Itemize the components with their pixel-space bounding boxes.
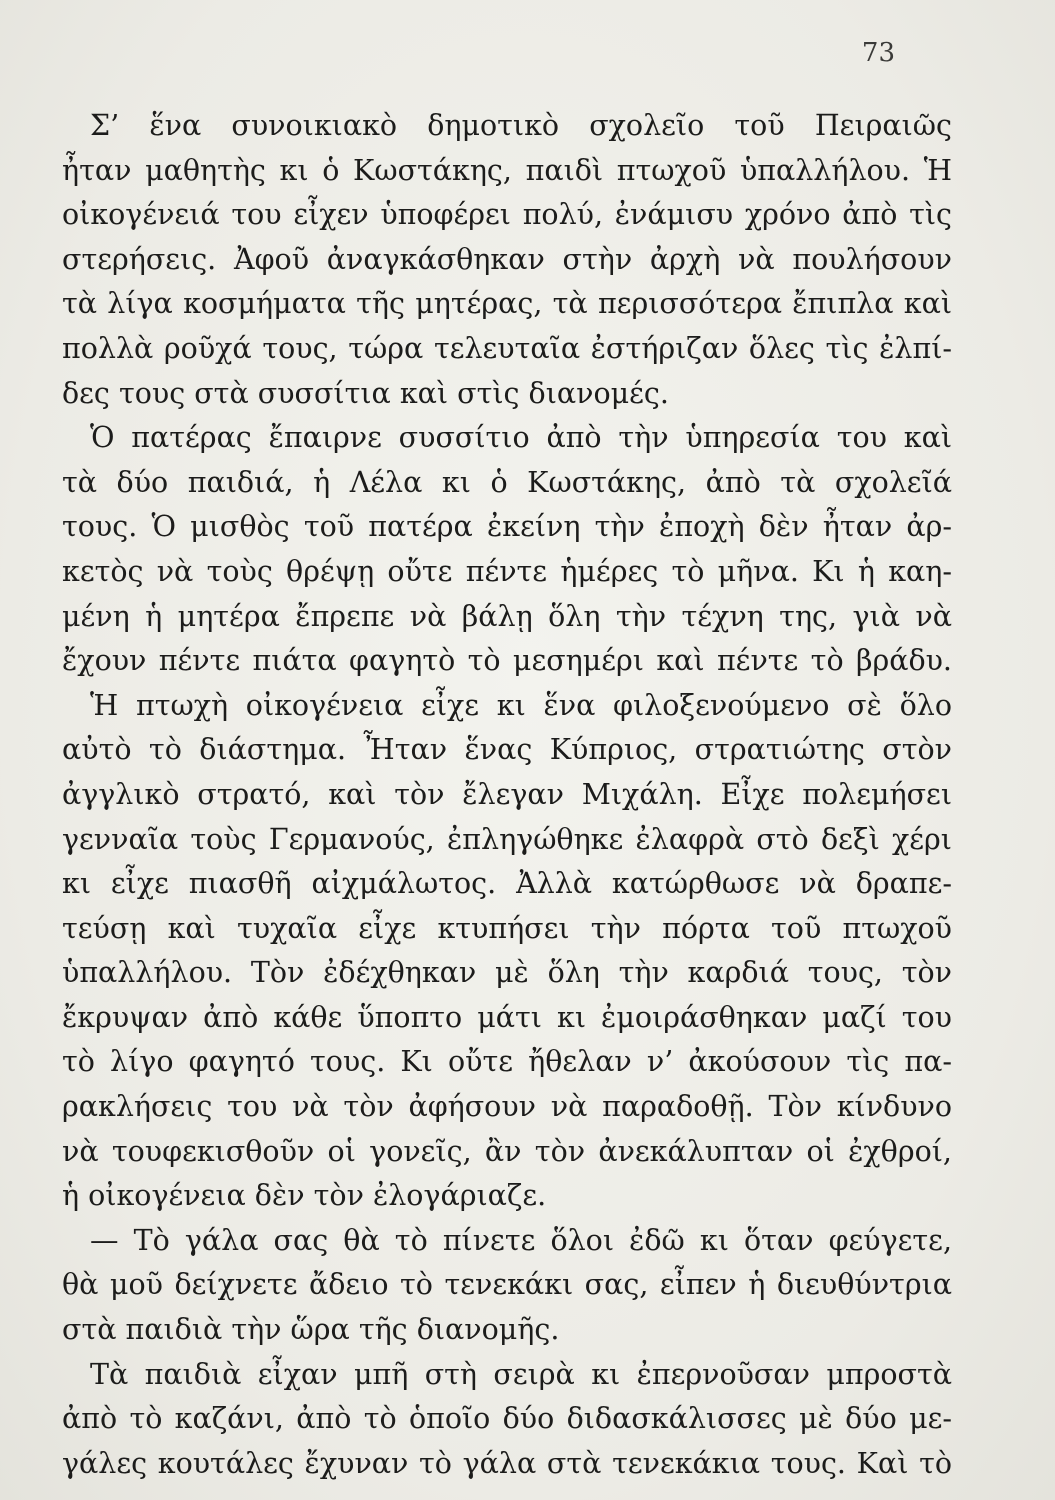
text-line: — Τὸ γάλα σας θὰ τὸ πίνετε ὅλοι ἐδῶ κι ὅταν φεύγετε, bbox=[90, 1223, 952, 1257]
text-line: ἔκρυψαν ἀπὸ κάθε ὕποπτο μάτι κι ἐμοιράσθηκαν μαζί του bbox=[62, 1000, 952, 1034]
text-line: οἰκογένειά του εἶχεν ὑποφέρει πολύ, ἐνάμισυ χρόνο ἀπὸ τὶς bbox=[62, 198, 952, 232]
text-line: ρακλήσεις του νὰ τὸν ἀφήσουν νὰ παραδοθῇ. Τὸν κίνδυνο bbox=[62, 1090, 952, 1124]
body-text bbox=[62, 104, 952, 1486]
text-line: Σ’ ἕνα συνοικιακὸ δημοτικὸ σχολεῖο τοῦ Πειραιῶς bbox=[90, 109, 952, 142]
text-line: στὰ παιδιὰ τὴν ὥρα τῆς διανομῆς. bbox=[62, 1313, 560, 1347]
text-line: γάλες κουτάλες ἔχυναν τὸ γάλα στὰ τενεκάκια τους. Καὶ τὸ bbox=[62, 1446, 952, 1480]
text-line: τεύσῃ καὶ τυχαῖα εἶχε κτυπήσει τὴν πόρτα τοῦ πτωχοῦ bbox=[62, 911, 952, 945]
text-line: πολλὰ ροῦχά τους, τώρα τελευταῖα ἐστήριζαν ὅλες τὶς ἐλπί- bbox=[62, 331, 952, 365]
text-line: Ὁ πατέρας ἔπαιρνε συσσίτιο ἀπὸ τὴν ὑπηρεσία του καὶ bbox=[90, 421, 952, 455]
text-line: τὰ δύο παιδιά, ἡ Λέλα κι ὁ Κωστάκης, ἀπὸ τὰ σχολεῖά bbox=[62, 465, 952, 499]
text-line: θὰ μοῦ δείχνετε ἄδειο τὸ τενεκάκι σας, εἶπεν ἡ διευθύντρια bbox=[62, 1268, 952, 1302]
text-line: κι εἶχε πιασθῆ αἰχμάλωτος. Ἀλλὰ κατώρθωσε νὰ δραπε- bbox=[62, 867, 952, 901]
page-number: 73 bbox=[861, 38, 895, 68]
text-line: Ἡ πτωχὴ οἰκογένεια εἶχε κι ἕνα φιλοξενούμενο σὲ ὅλο bbox=[90, 688, 952, 722]
text-line: τὸ λίγο φαγητό τους. Κι οὔτε ἤθελαν ν’ ἀκούσουν τὶς πα- bbox=[62, 1045, 952, 1079]
text-line: αὐτὸ τὸ διάστημα. Ἦταν ἕνας Κύπριος, στρατιώτης στὸν bbox=[62, 733, 952, 767]
text-line: νὰ τουφεκισθοῦν οἱ γονεῖς, ἂν τὸν ἀνεκάλυπταν οἱ ἐχθροί, bbox=[62, 1134, 952, 1168]
text-line: ἀπὸ τὸ καζάνι, ἀπὸ τὸ ὁποῖο δύο διδασκάλισσες μὲ δύο με- bbox=[62, 1402, 952, 1436]
text-line: Τὰ παιδιὰ εἶχαν μπῆ στὴ σειρὰ κι ἐπερνοῦσαν μπροστὰ bbox=[90, 1357, 952, 1391]
text-line: ἔχουν πέντε πιάτα φαγητὸ τὸ μεσημέρι καὶ πέντε τὸ βράδυ. bbox=[62, 644, 952, 678]
text-line: ἀγγλικὸ στρατό, καὶ τὸν ἔλεγαν Μιχάλη. Εἶχε πολεμήσει bbox=[62, 777, 952, 811]
text-line: ἡ οἰκογένεια δὲν τὸν ἐλογάριαζε. bbox=[62, 1179, 547, 1213]
text-line: γενναῖα τοὺς Γερμανούς, ἐπληγώθηκε ἐλαφρὰ στὸ δεξὶ χέρι bbox=[62, 822, 952, 856]
text-line: ὑπαλλήλου. Τὸν ἐδέχθηκαν μὲ ὅλη τὴν καρδιά τους, τὸν bbox=[62, 956, 952, 990]
text-line: στερήσεις. Ἀφοῦ ἀναγκάσθηκαν στὴν ἀρχὴ νὰ πουλήσουν bbox=[62, 242, 952, 276]
text-line: μένη ἡ μητέρα ἔπρεπε νὰ βάλῃ ὅλη τὴν τέχνη της, γιὰ νὰ bbox=[62, 599, 952, 633]
text-line: τους. Ὁ μισθὸς τοῦ πατέρα ἐκείνη τὴν ἐποχὴ δὲν ἦταν ἀρ- bbox=[62, 510, 952, 544]
text-line: ἦταν μαθητὴς κι ὁ Κωστάκης, παιδὶ πτωχοῦ ὑπαλλήλου. Ἡ bbox=[62, 153, 952, 187]
text-line: τὰ λίγα κοσμήματα τῆς μητέρας, τὰ περισσότερα ἔπιπλα καὶ bbox=[62, 287, 952, 321]
text-line: κετὸς νὰ τοὺς θρέψῃ οὔτε πέντε ἡμέρες τὸ μῆνα. Κι ἡ καη- bbox=[62, 554, 952, 588]
text-line: δες τους στὰ συσσίτια καὶ στὶς διανομές. bbox=[62, 376, 669, 410]
